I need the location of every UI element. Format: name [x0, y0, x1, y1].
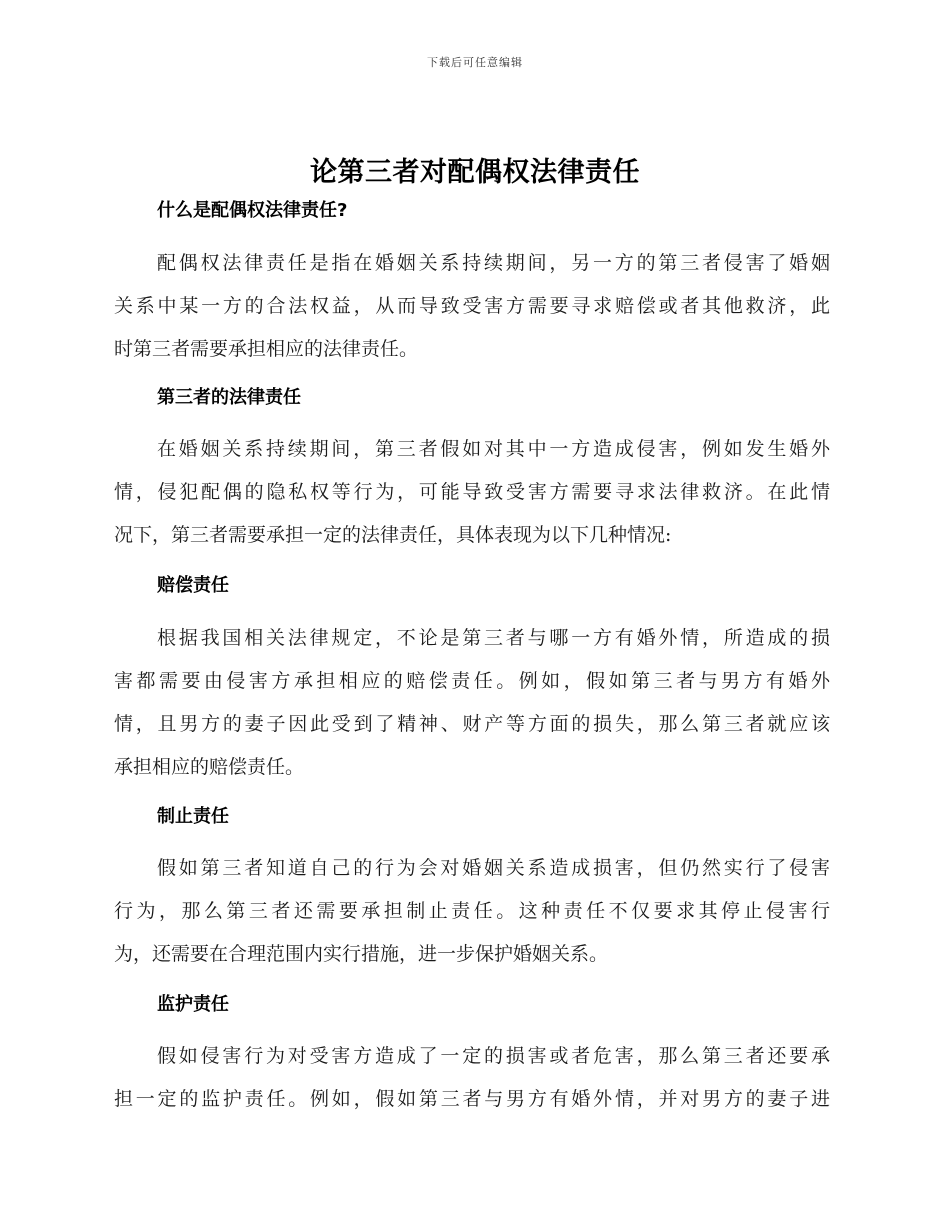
paragraph-line: 配偶权法律责任是指在婚姻关系持续期间，另一方的第三者侵害了婚姻 [157, 252, 830, 274]
section-paragraph-what-is [114, 242, 830, 371]
paragraph-line: 在婚姻关系持续期间，第三者假如对其中一方造成侵害，例如发生婚外 [157, 438, 830, 460]
paragraph-line: 假如侵害行为对受害方造成了一定的损害或者危害，那么第三者还要承 [157, 1045, 830, 1067]
paragraph-line: 情，侵犯配偶的隐私权等行为，可能导致受害方需要寻求法律救济。在此情 [114, 481, 830, 503]
paragraph-line: 行为，那么第三者还需要承担制止责任。这种责任不仅要求其停止侵害行 [114, 900, 830, 922]
section-heading-compensation: 赔偿责任 [157, 575, 229, 596]
section-heading-third-party-liability: 第三者的法律责任 [157, 387, 301, 408]
paragraph-line: 关系中某一方的合法权益，从而导致受害方需要寻求赔偿或者其他救济，此 [114, 295, 830, 317]
paragraph-line: 承担相应的赔偿责任。 [114, 756, 305, 778]
document-title: 论第三者对配偶权法律责任 [310, 157, 640, 188]
paragraph-line: 时第三者需要承担相应的法律责任。 [114, 338, 419, 360]
section-heading-what-is: 什么是配偶权法律责任? [157, 200, 348, 221]
paragraph-line: 况下，第三者需要承担一定的法律责任，具体表现为以下几种情况: [114, 524, 672, 546]
paragraph-line: 担一定的监护责任。例如，假如第三者与男方有婚外情，并对男方的妻子进 [114, 1088, 830, 1110]
paragraph-line: 假如第三者知道自己的行为会对婚姻关系造成损害，但仍然实行了侵害 [157, 857, 830, 879]
paragraph-line: 情，且男方的妻子因此受到了精神、财产等方面的损失，那么第三者就应该 [114, 713, 830, 735]
section-paragraph-compensation [114, 617, 830, 789]
paragraph-line: 为，还需要在合理范围内实行措施，进一步保护婚姻关系。 [114, 943, 609, 965]
page-header-note: 下载后可任意编辑 [427, 56, 523, 69]
section-paragraph-cessation [114, 847, 830, 976]
section-paragraph-guardianship [114, 1035, 830, 1121]
section-paragraph-third-party-liability [114, 428, 830, 557]
section-heading-guardianship: 监护责任 [157, 994, 229, 1015]
paragraph-line: 根据我国相关法律规定，不论是第三者与哪一方有婚外情，所造成的损 [157, 627, 830, 649]
paragraph-line: 害都需要由侵害方承担相应的赔偿责任。例如，假如第三者与男方有婚外 [114, 670, 830, 692]
section-heading-cessation: 制止责任 [157, 806, 229, 827]
